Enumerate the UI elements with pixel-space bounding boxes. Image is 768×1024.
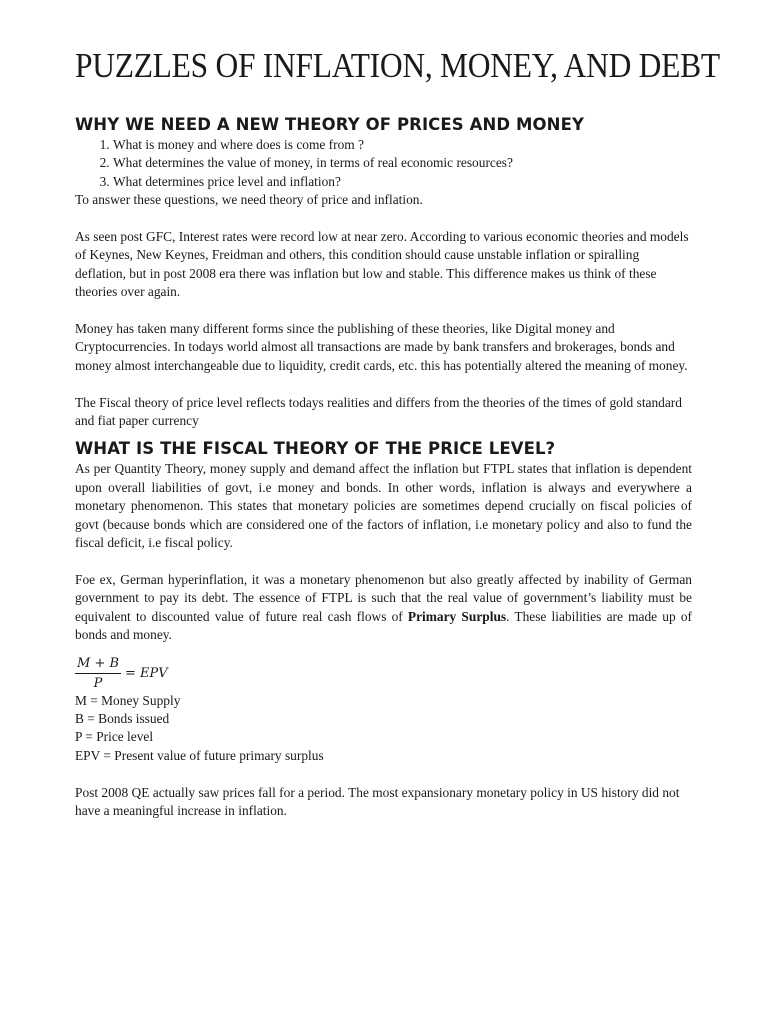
definition-price: P = Price level bbox=[75, 729, 154, 745]
section-heading-ftpl: WHAT IS THE FISCAL THEORY OF THE PRICE LEVEL? bbox=[75, 439, 556, 459]
definition-bonds: B = Bonds issued bbox=[75, 710, 170, 726]
bold-term-primary-surplus: Primary Surplus bbox=[407, 608, 507, 624]
formula-rhs: = EPV bbox=[125, 665, 168, 681]
document-title: PUZZLES OF INFLATION, MONEY, AND DEBT bbox=[75, 46, 720, 85]
paragraph-fiscal-theory: The Fiscal theory of price level reflects todays realities and differs from the theories of the times of gold standard and fiat paper currency bbox=[75, 394, 682, 429]
paragraph-german-hyperinflation bbox=[75, 571, 692, 645]
list-item: 3. What determines price level and inflation? bbox=[113, 173, 692, 191]
text-span: Foe ex, German hyperinflation, it was a monetary phenomenon but also greatly affected by inability of German government to pay its debt. The essence of FTPL is such that the real value of government’s liability must be equivalent to discounted value of future real cash flows of bbox=[75, 571, 692, 624]
list-item: 2. What determines the value of money, in terms of real economic resources? bbox=[113, 154, 692, 172]
formula-numerator: M + B bbox=[75, 655, 121, 674]
paragraph-quantity-theory: As per Quantity Theory, money supply and demand affect the inflation but FTPL states that inflation is dependent upon overall liabilities of govt, i.e money and bonds. In other words, inflation is always and everywhere a monetary phenomenon. This states that monetary policies are sometimes depend crucially on fiscal policies of govt (because bonds which are considered one of the factors of inflation, i.e monetary policy and also to fund the fiscal deficit, i.e fiscal policy. bbox=[75, 461, 692, 551]
ftpl-formula bbox=[75, 655, 692, 692]
paragraph-intro: To answer these questions, we need theory of price and inflation. bbox=[75, 192, 423, 208]
paragraph-money-forms: Money has taken many different forms since the publishing of these theories, like Digital money and Cryptocurrencies. In todays world almost all transactions are made by bank transfers and brokerages, bonds and money almost interchangeable due to liquidity, credit cards, etc. this has potentially altered the meaning of money. bbox=[75, 321, 688, 373]
definition-epv: EPV = Present value of future primary surplus bbox=[75, 747, 324, 763]
definition-money: M = Money Supply bbox=[75, 692, 181, 708]
questions-list bbox=[75, 136, 692, 191]
formula-denominator: P bbox=[93, 675, 103, 691]
formula-fraction bbox=[75, 655, 121, 692]
paragraph-gfc: As seen post GFC, Interest rates were record low at near zero. According to various economic theories and models of Keynes, New Keynes, Freidman and others, this condition should cause unstable inflation or spiralling deflation, but in post 2008 era there was inflation but low and stable. This difference makes us think of these theories over again. bbox=[75, 229, 689, 300]
text-span: . These liabilities are made up of bonds and money. bbox=[75, 608, 693, 643]
paragraph-qe: Post 2008 QE actually saw prices fall for a period. The most expansionary monetary policy in US history did not have a meaningful increase in inflation. bbox=[75, 784, 680, 818]
section-heading-new-theory: WHY WE NEED A NEW THEORY OF PRICES AND MONEY bbox=[75, 115, 584, 134]
list-item: 1. What is money and where does is come from ? bbox=[113, 136, 692, 154]
